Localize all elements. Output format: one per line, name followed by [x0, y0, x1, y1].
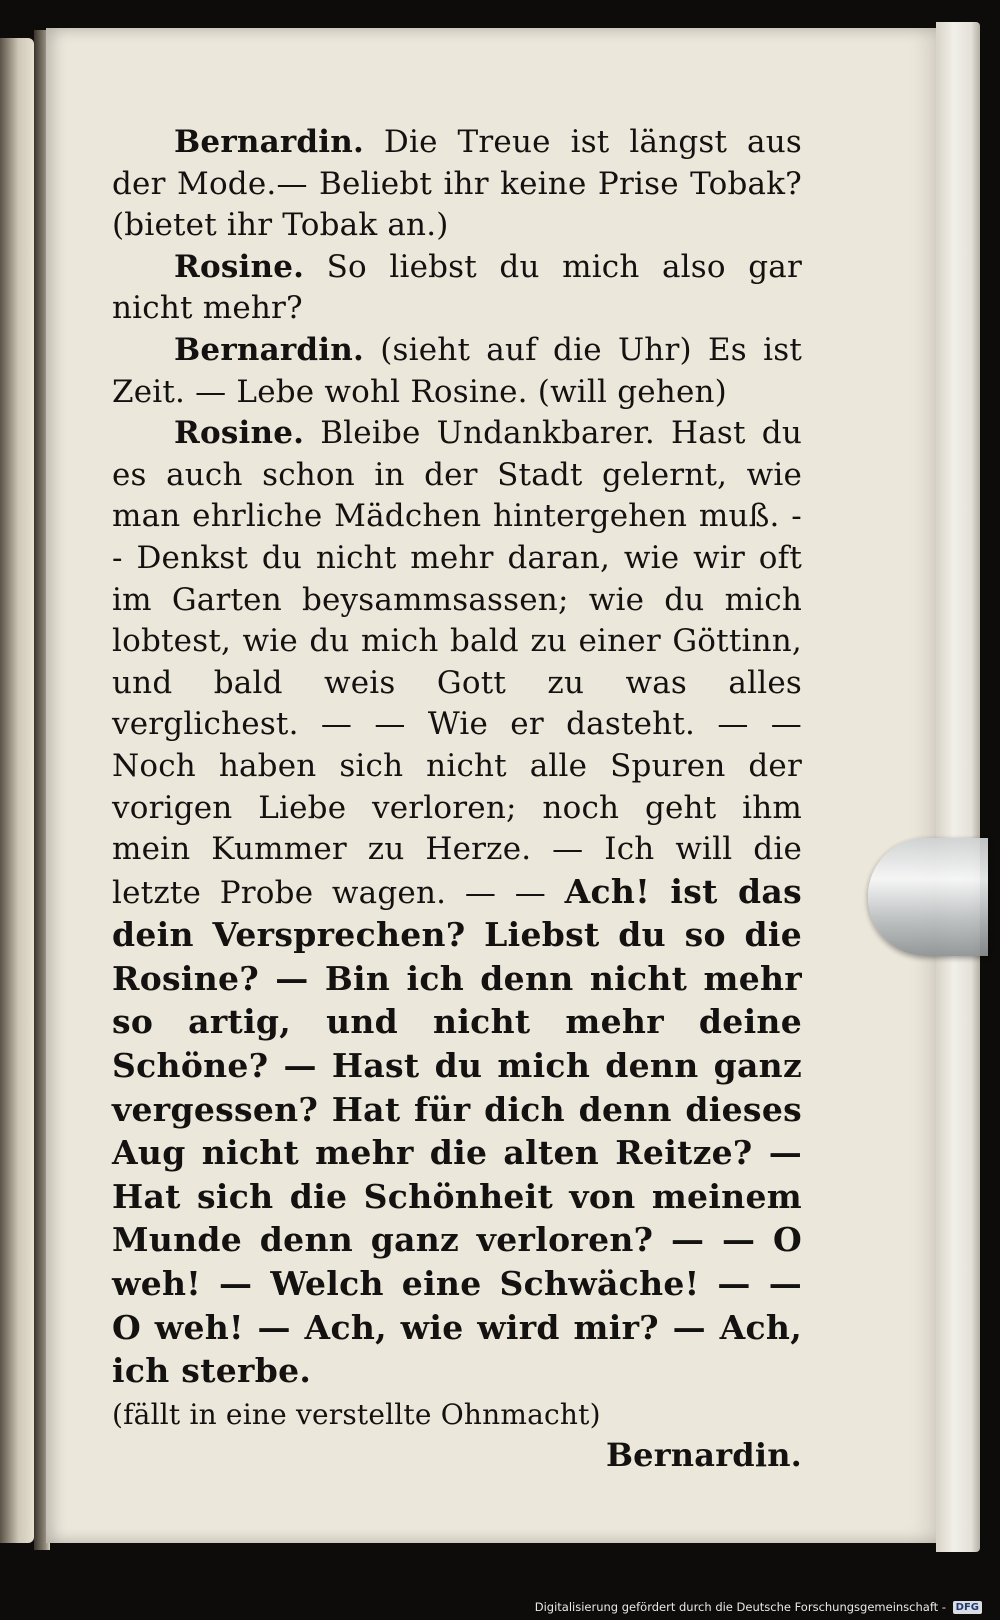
speaker-name: Rosine. — [174, 415, 305, 452]
dialogue-line — [112, 247, 802, 330]
emphasized-speech: Ach! ist das dein Versprechen? Liebst du so die Rosine? — Bin ich denn nicht mehr so artig, und nicht mehr deine Schöne? — Hast du mich denn ganz vergessen? Hat für dich denn dieses Aug nicht mehr die alten Reitze? — Hat sich die Schönheit von meinem Munde denn ganz verloren? — — O weh! — Welch eine Schwäche! — — O weh! — Ach, wie wird mir? — Ach, ich sterbe. — [112, 871, 802, 1391]
left-page-edge — [0, 38, 34, 1543]
page-stack-edge — [936, 22, 980, 1552]
speaker-name: Bernardin. — [174, 124, 364, 160]
dialogue-line — [112, 330, 802, 413]
stage-direction: (fällt in eine verstellte Ohnmacht) — [112, 1397, 601, 1431]
dialogue-line — [112, 413, 802, 1394]
dialogue-text: Die Treue ist längst aus der Mode.— Beliebt ihr keine Prise Tobak? (bietet ihr Tobak an.) — [112, 124, 802, 244]
dialogue-text: (sieht auf die Uhr) Es ist Zeit. — Lebe wohl Rosine. (will gehen) — [112, 331, 802, 410]
speaker-name: Rosine. — [174, 248, 305, 285]
footer-credit — [0, 1600, 982, 1614]
dfg-logo: DFG — [953, 1601, 982, 1614]
catchword: Bernardin. — [605, 1436, 802, 1475]
dialogue-text: So liebst du mich also gar nicht mehr? — [112, 248, 802, 327]
speaker-name: Bernardin. — [174, 331, 364, 368]
page-clip — [868, 838, 988, 956]
page-text — [112, 122, 802, 1477]
dialogue-line — [112, 122, 802, 247]
credit-text: Digitalisierung gefördert durch die Deutsche Forschungsgemeinschaft - — [534, 1600, 946, 1614]
dialogue-text: Bleibe Undankbarer. Hast du es auch schon in der Stadt gelernt, wie man ehrliche Mädchen hintergehen muß. -- Denkst du nicht mehr daran, wie wir oft im Garten beysammsassen; wie du mich lobtest, wie du mich bald zu einer Göttinn, und bald weis Gott zu was alles verglichest. — — Wie er dasteht. — — Noch haben sich nicht alle Spuren der vorigen Liebe verloren; noch geht ihm mein Kummer zu Herze. — Ich will die letzte Probe wagen. — — — [112, 415, 802, 911]
